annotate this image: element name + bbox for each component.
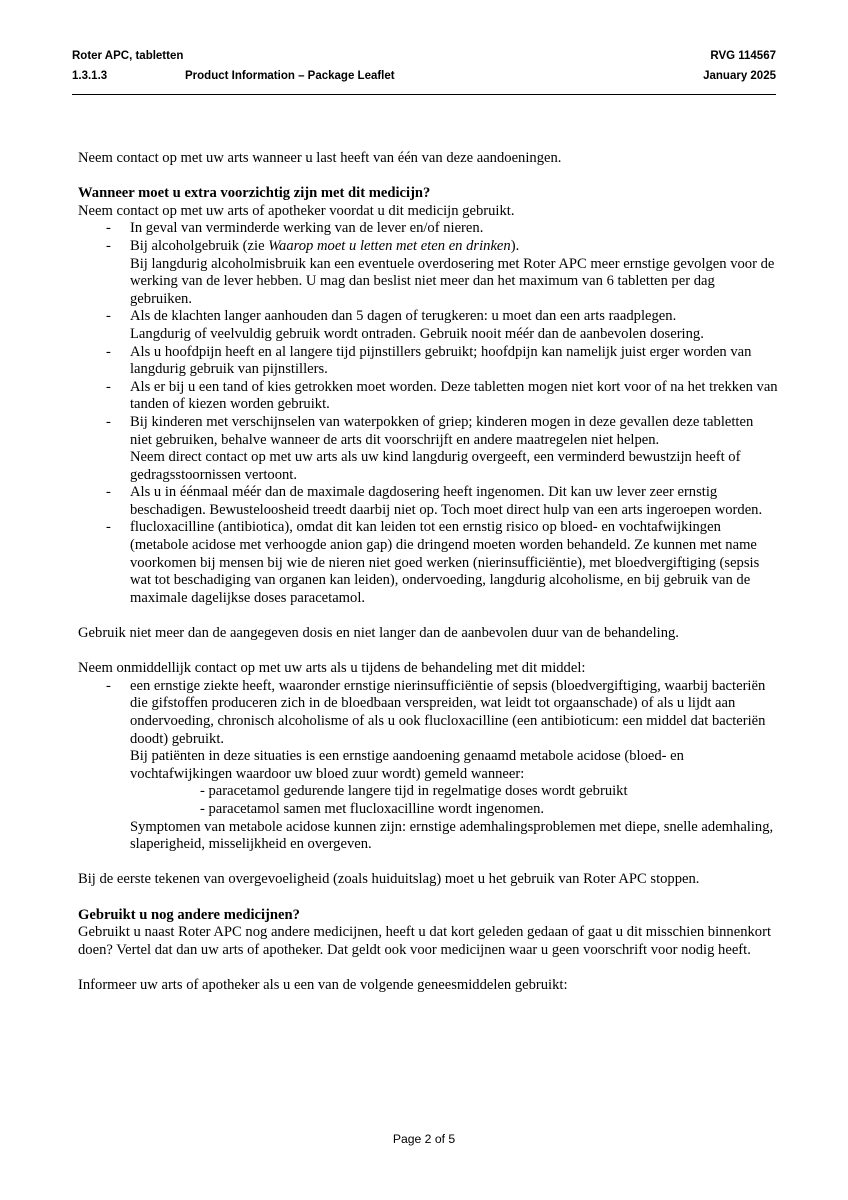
spacer xyxy=(78,643,778,661)
header-product-name: Roter APC, tabletten xyxy=(72,50,184,62)
heading-when-extra-careful: Wanneer moet u extra voorzichtig zijn met dit medicijn? xyxy=(78,185,431,202)
list-item-text: Als er bij u een tand of kies getrokken moet worden. Deze tabletten mogen niet kort voor of na het trekken van tanden of kiezen worden gebruikt. xyxy=(130,378,778,413)
list-item-text: een ernstige ziekte heeft, waaronder ernstige nierinsufficiëntie of sepsis (bloedvergiftiging, waarbij bacteriën die gifstoffen produceren zich in de bloedbaan verspreiden, wat leidt tot orgaanschade) of als u lijdt aan ondervoeding, chronisch alcoholisme of als u ook flucloxacilline (een antibioticum: een middel dat bacteriën doodt) gebruikt. xyxy=(130,677,766,747)
header-row-product xyxy=(72,46,776,66)
caution-list xyxy=(78,220,778,607)
page-footer xyxy=(0,1132,848,1146)
list-item xyxy=(78,238,778,308)
spacer xyxy=(78,889,778,907)
immediate-contact-lead: Neem onmiddellijk contact op met uw arts als u tijdens de behandeling met dit middel: xyxy=(78,660,586,677)
spacer xyxy=(78,959,778,977)
list-item xyxy=(78,344,778,379)
heading-other-medicines: Gebruikt u nog andere medicijnen? xyxy=(78,906,300,923)
spacer xyxy=(78,854,778,872)
document-body xyxy=(78,150,778,995)
dash-marker: - xyxy=(106,237,111,254)
italic-cross-reference: Waarop moet u letten met eten en drinken xyxy=(268,237,511,254)
list-item-continuation: Neem direct contact op met uw arts als uw kind langdurig overgeeft, een verminderd bewustzijn heeft of gedragsstoornissen vertoont. xyxy=(130,449,741,483)
list-item xyxy=(78,379,778,414)
dash-marker: - xyxy=(106,677,111,694)
list-item-text: flucloxacilline (antibiotica), omdat dit kan leiden tot een ernstig risico op bloed- en vochtafwijkingen (metabole acidose met verhoogde anion gap) die dringend moeten worden behandeld. Ze kunnen met name voorkomen bij mensen bij wie de nieren niet goed werken (nierinsufficiëntie), met bloedvergiftiging (sepsis wat tot beschadiging van organen kan leiden), ondervoeding, langdurig alcoholisme, en bij gebruik van de maximale dagelijkse doses paracetamol. xyxy=(130,519,760,606)
list-item xyxy=(78,414,778,484)
sub-list-item: - paracetamol samen met flucloxacilline wordt ingenomen. xyxy=(200,800,545,817)
dash-marker: - xyxy=(106,378,111,395)
list-item-continuation: Bij langdurig alcoholmisbruik kan een eventuele overdosering met Roter APC meer ernstige gevolgen voor de werking van de lever hebben. U mag dan beslist niet meer dan het maximum van 6 tabletten per dag gebruiken. xyxy=(130,255,775,307)
list-item-text: Als u hoofdpijn heeft en al langere tijd pijnstillers gebruikt; hoofdpijn kan namelijk juist erger worden van langdurig gebruik van pijnstillers. xyxy=(130,343,752,378)
inform-doctor-paragraph: Informeer uw arts of apotheker als u een van de volgende geneesmiddelen gebruikt: xyxy=(78,976,568,993)
header-divider xyxy=(72,94,776,95)
list-item xyxy=(78,519,778,607)
header-date: January 2025 xyxy=(703,70,776,82)
caution-lead-paragraph: Neem contact op met uw arts of apotheker voordat u dit medicijn gebruikt. xyxy=(78,202,515,219)
dash-marker: - xyxy=(106,220,111,237)
page-header xyxy=(72,46,776,86)
spacer xyxy=(78,168,778,186)
dose-warning-paragraph: Gebruik niet meer dan de aangegeven dosis en niet langer dan de aanbevolen duur van de behandeling. xyxy=(78,625,679,642)
sub-list-item: - paracetamol gedurende langere tijd in regelmatige doses wordt gebruikt xyxy=(200,783,628,800)
dash-marker: - xyxy=(106,343,111,360)
list-item xyxy=(78,678,778,854)
page-number-label: Page 2 of 5 xyxy=(392,1132,456,1146)
text-after-italic: ). xyxy=(510,237,520,254)
list-item xyxy=(78,484,778,519)
list-item-text: Als u in éénmaal méér dan de maximale dagdosering heeft ingenomen. Dit kan uw lever zeer ernstig beschadigen. Bewusteloosheid treedt daarbij niet op. Toch moet direct hulp van een arts ingeroepen worden. xyxy=(130,484,763,518)
header-document-title: Product Information – Package Leaflet xyxy=(185,70,395,82)
spacer xyxy=(78,607,778,625)
text-before-italic: Bij alcoholgebruik (zie xyxy=(130,237,269,254)
list-item xyxy=(78,220,778,238)
list-item-text xyxy=(130,238,519,254)
dash-marker: - xyxy=(106,519,111,536)
header-section-number: 1.3.1.3 xyxy=(72,70,108,82)
other-medicines-paragraph: Gebruikt u naast Roter APC nog andere medicijnen, heeft u dat kort geleden gedaan of gaat u dit misschien binnenkort doen? Vertel dat dan uw arts of apotheker. Dat geldt ook voor medicijnen waar u geen voorschrift voor nodig heeft. xyxy=(78,924,772,958)
list-item-text: In geval van verminderde werking van de lever en/of nieren. xyxy=(130,220,484,237)
header-rvg-number: RVG 114567 xyxy=(710,50,776,62)
list-item-closing: Symptomen van metabole acidose kunnen zijn: ernstige ademhalingsproblemen met diepe, snelle ademhaling, slaperigheid, misselijkheid en overgeven. xyxy=(130,818,774,853)
dash-marker: - xyxy=(106,308,111,325)
header-row-document xyxy=(72,66,776,86)
list-item-continuation: Langdurig of veelvuldig gebruik wordt ontraden. Gebruik nooit méér dan de aanbevolen dosering. xyxy=(130,325,704,342)
immediate-contact-list xyxy=(78,678,778,854)
list-item xyxy=(78,308,778,343)
list-item-text: Bij kinderen met verschijnselen van waterpokken of griep; kinderen mogen in deze gevallen deze tabletten niet gebruiken, behalve wanneer de arts dit voorschrijft en andere maatregelen niet helpen. xyxy=(130,413,754,448)
hypersensitivity-paragraph: Bij de eerste tekenen van overgevoeligheid (zoals huiduitslag) moet u het gebruik van Roter APC stoppen. xyxy=(78,871,700,888)
dash-marker: - xyxy=(106,413,111,430)
intro-paragraph: Neem contact op met uw arts wanneer u last heeft van één van deze aandoeningen. xyxy=(78,150,562,166)
dash-marker: - xyxy=(106,484,111,501)
list-item-text: Als de klachten langer aanhouden dan 5 dagen of terugkeren: u moet dan een arts raadplegen. xyxy=(130,308,677,325)
list-item-continuation: Bij patiënten in deze situaties is een ernstige aandoening genaamd metabole acidose (bloed- en vochtafwijkingen waardoor uw bloed zuur wordt) gemeld wanneer: xyxy=(130,748,684,782)
